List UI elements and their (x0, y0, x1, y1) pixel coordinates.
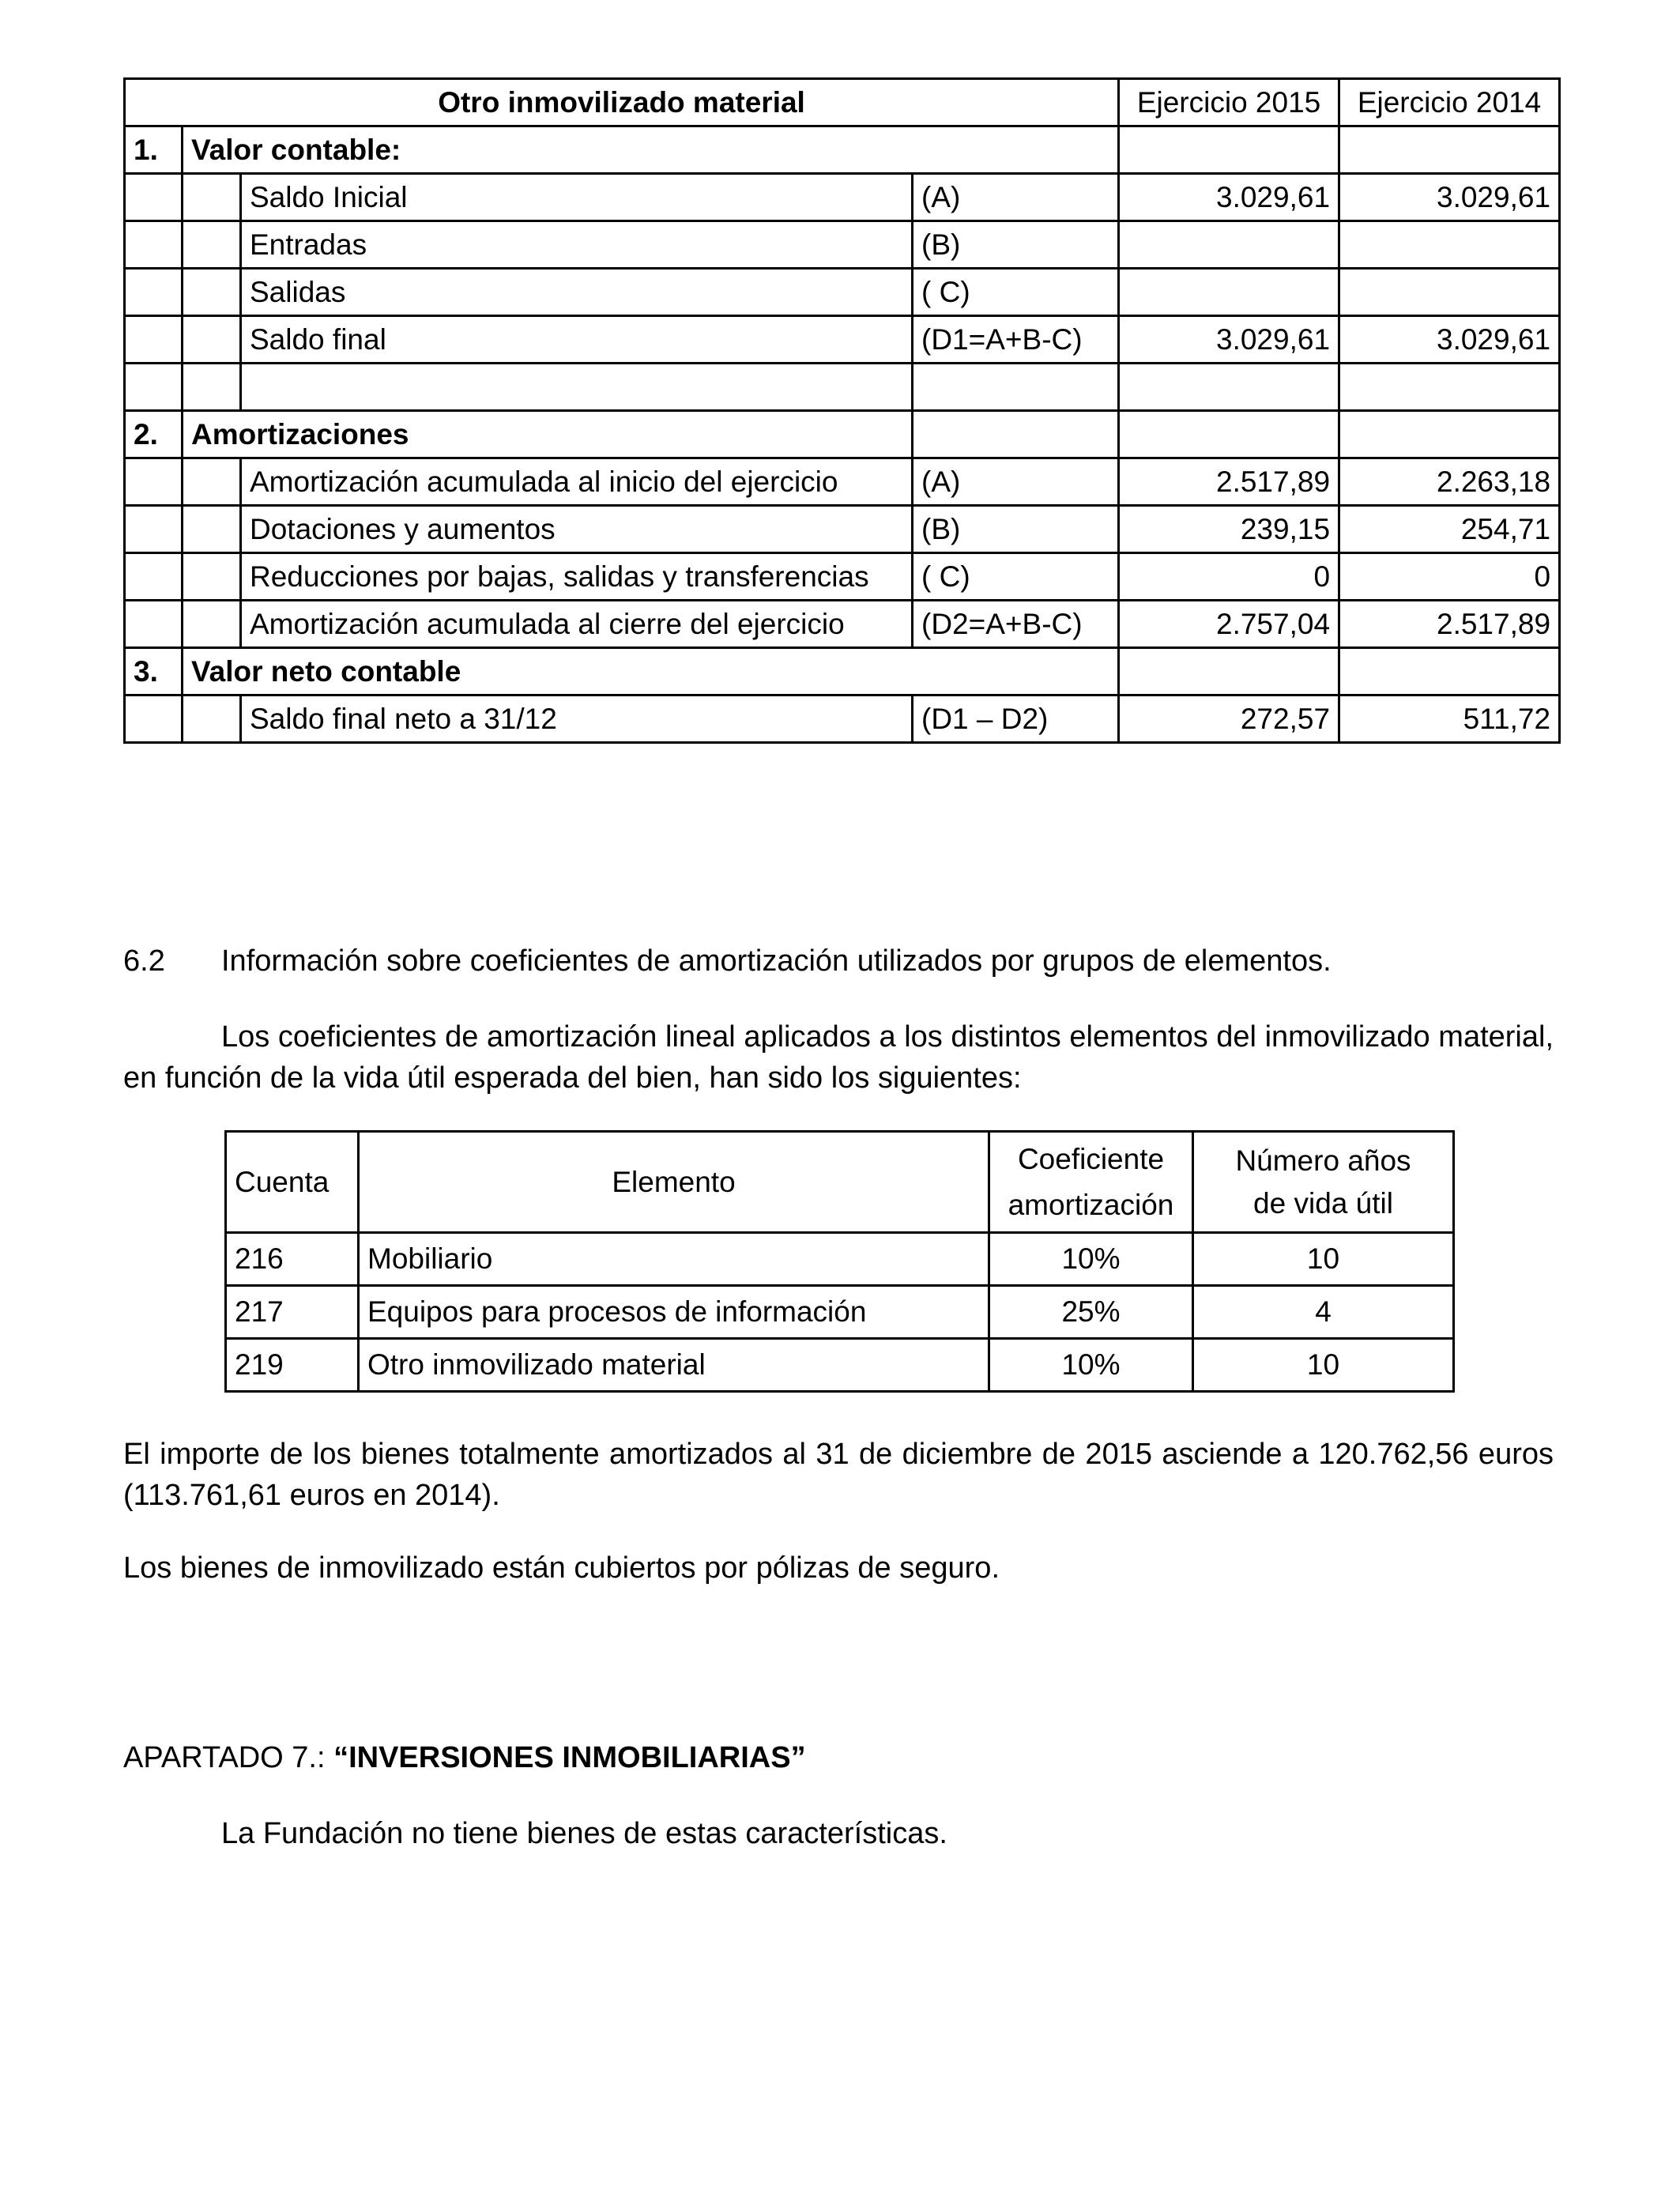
table-row (125, 458, 1560, 506)
value-2014: 511,72 (1339, 696, 1560, 743)
section-number: 6.2 (123, 944, 165, 978)
table-header-row (226, 1132, 1454, 1233)
row-label: Reducciones por bajas, salidas y transferencias (241, 553, 913, 601)
elemento-cell: Otro inmovilizado material (359, 1339, 989, 1392)
row-code: (D1=A+B-C) (913, 316, 1119, 364)
section-6-2-heading (123, 941, 1561, 982)
row-label: Dotaciones y aumentos (241, 506, 913, 553)
row-label: Saldo final neto a 31/12 (241, 696, 913, 743)
section-number: 3. (125, 648, 183, 696)
header-elemento: Elemento (359, 1132, 989, 1233)
section-title: Valor neto contable (183, 648, 1119, 696)
section-title: Valor contable: (183, 126, 1119, 174)
table-row (125, 601, 1560, 648)
row-code: (B) (913, 506, 1119, 553)
header-vida-util: Número años de vida útil (1193, 1132, 1454, 1233)
vida-cell: 4 (1193, 1286, 1454, 1339)
value-2014: 254,71 (1339, 506, 1560, 553)
section-title: Amortizaciones (183, 411, 913, 458)
row-code: (D2=A+B-C) (913, 601, 1119, 648)
value-2015: 2.517,89 (1119, 458, 1339, 506)
cuenta-cell: 217 (226, 1286, 359, 1339)
header-cuenta: Cuenta (226, 1132, 359, 1233)
column-header-2015: Ejercicio 2015 (1119, 79, 1339, 126)
section-heading-text: Información sobre coeficientes de amortización utilizados por grupos de elementos. (221, 944, 1332, 978)
value-2015: 239,15 (1119, 506, 1339, 553)
apartado-7-heading (123, 1737, 1554, 1778)
row-label: Salidas (241, 269, 913, 316)
row-code: (B) (913, 221, 1119, 269)
value-2015: 3.029,61 (1119, 316, 1339, 364)
table-row (226, 1286, 1454, 1339)
table-row (125, 174, 1560, 221)
table-row (125, 696, 1560, 743)
row-label: Amortización acumulada al inicio del ejercicio (241, 458, 913, 506)
coeficiente-cell: 10% (989, 1233, 1193, 1286)
section-6-2-intro: Los coeficientes de amortización lineal aplicados a los distintos elementos del inmovilizado material, en función de la vida útil esperada del bien, han sido los siguientes: (123, 1020, 1554, 1095)
value-2015 (1119, 269, 1339, 316)
section-number: 2. (125, 411, 183, 458)
coeficiente-cell: 10% (989, 1339, 1193, 1392)
row-label: Amortización acumulada al cierre del ejercicio (241, 601, 913, 648)
value-2014: 2.263,18 (1339, 458, 1560, 506)
value-2015: 3.029,61 (1119, 174, 1339, 221)
table-row (125, 506, 1560, 553)
section-row-valor-neto (125, 648, 1560, 696)
coeficientes-table (224, 1130, 1455, 1393)
row-label: Entradas (241, 221, 913, 269)
section-number: 1. (125, 126, 183, 174)
cuenta-cell: 216 (226, 1233, 359, 1286)
cuenta-cell: 219 (226, 1339, 359, 1392)
value-2015: 2.757,04 (1119, 601, 1339, 648)
inmovilizado-material-table (123, 77, 1561, 744)
value-2014 (1339, 221, 1560, 269)
row-code: ( C) (913, 269, 1119, 316)
coeficiente-cell: 25% (989, 1286, 1193, 1339)
row-code: (A) (913, 174, 1119, 221)
table-row (125, 269, 1560, 316)
value-2014: 3.029,61 (1339, 316, 1560, 364)
table-row (125, 553, 1560, 601)
apartado-title: “INVERSIONES INMOBILIARIAS” (333, 1741, 806, 1774)
row-label: Saldo final (241, 316, 913, 364)
vida-cell: 10 (1193, 1233, 1454, 1286)
value-2014: 0 (1339, 553, 1560, 601)
value-2014 (1339, 269, 1560, 316)
paragraph-seguro: Los bienes de inmovilizado están cubiertos por pólizas de seguro. (123, 1551, 1000, 1585)
apartado-7-text: La Fundación no tiene bienes de estas características. (221, 1817, 947, 1850)
section-row-valor-contable (125, 126, 1560, 174)
column-header-2014: Ejercicio 2014 (1339, 79, 1560, 126)
paragraph-bienes-amortizados: El importe de los bienes totalmente amortizados al 31 de diciembre de 2015 asciende a 120.762,56 euros (113.761,61 euros en 2014). (123, 1438, 1554, 1512)
value-2015: 272,57 (1119, 696, 1339, 743)
apartado-prefix: APARTADO 7.: (123, 1741, 334, 1774)
header-coeficiente: Coeficiente amortización (989, 1132, 1193, 1233)
value-2015: 0 (1119, 553, 1339, 601)
row-label: Saldo Inicial (241, 174, 913, 221)
empty-row (125, 364, 1560, 411)
elemento-cell: Mobiliario (359, 1233, 989, 1286)
table-row (125, 221, 1560, 269)
vida-cell: 10 (1193, 1339, 1454, 1392)
elemento-cell: Equipos para procesos de información (359, 1286, 989, 1339)
section-row-amortizaciones (125, 411, 1560, 458)
table-header-row (125, 79, 1560, 126)
table-row (125, 316, 1560, 364)
value-2014: 3.029,61 (1339, 174, 1560, 221)
row-code: (A) (913, 458, 1119, 506)
value-2015 (1119, 221, 1339, 269)
row-code: (D1 – D2) (913, 696, 1119, 743)
table-title: Otro inmovilizado material (125, 79, 1119, 126)
table-row (226, 1233, 1454, 1286)
row-code: ( C) (913, 553, 1119, 601)
value-2014: 2.517,89 (1339, 601, 1560, 648)
table-row (226, 1339, 1454, 1392)
